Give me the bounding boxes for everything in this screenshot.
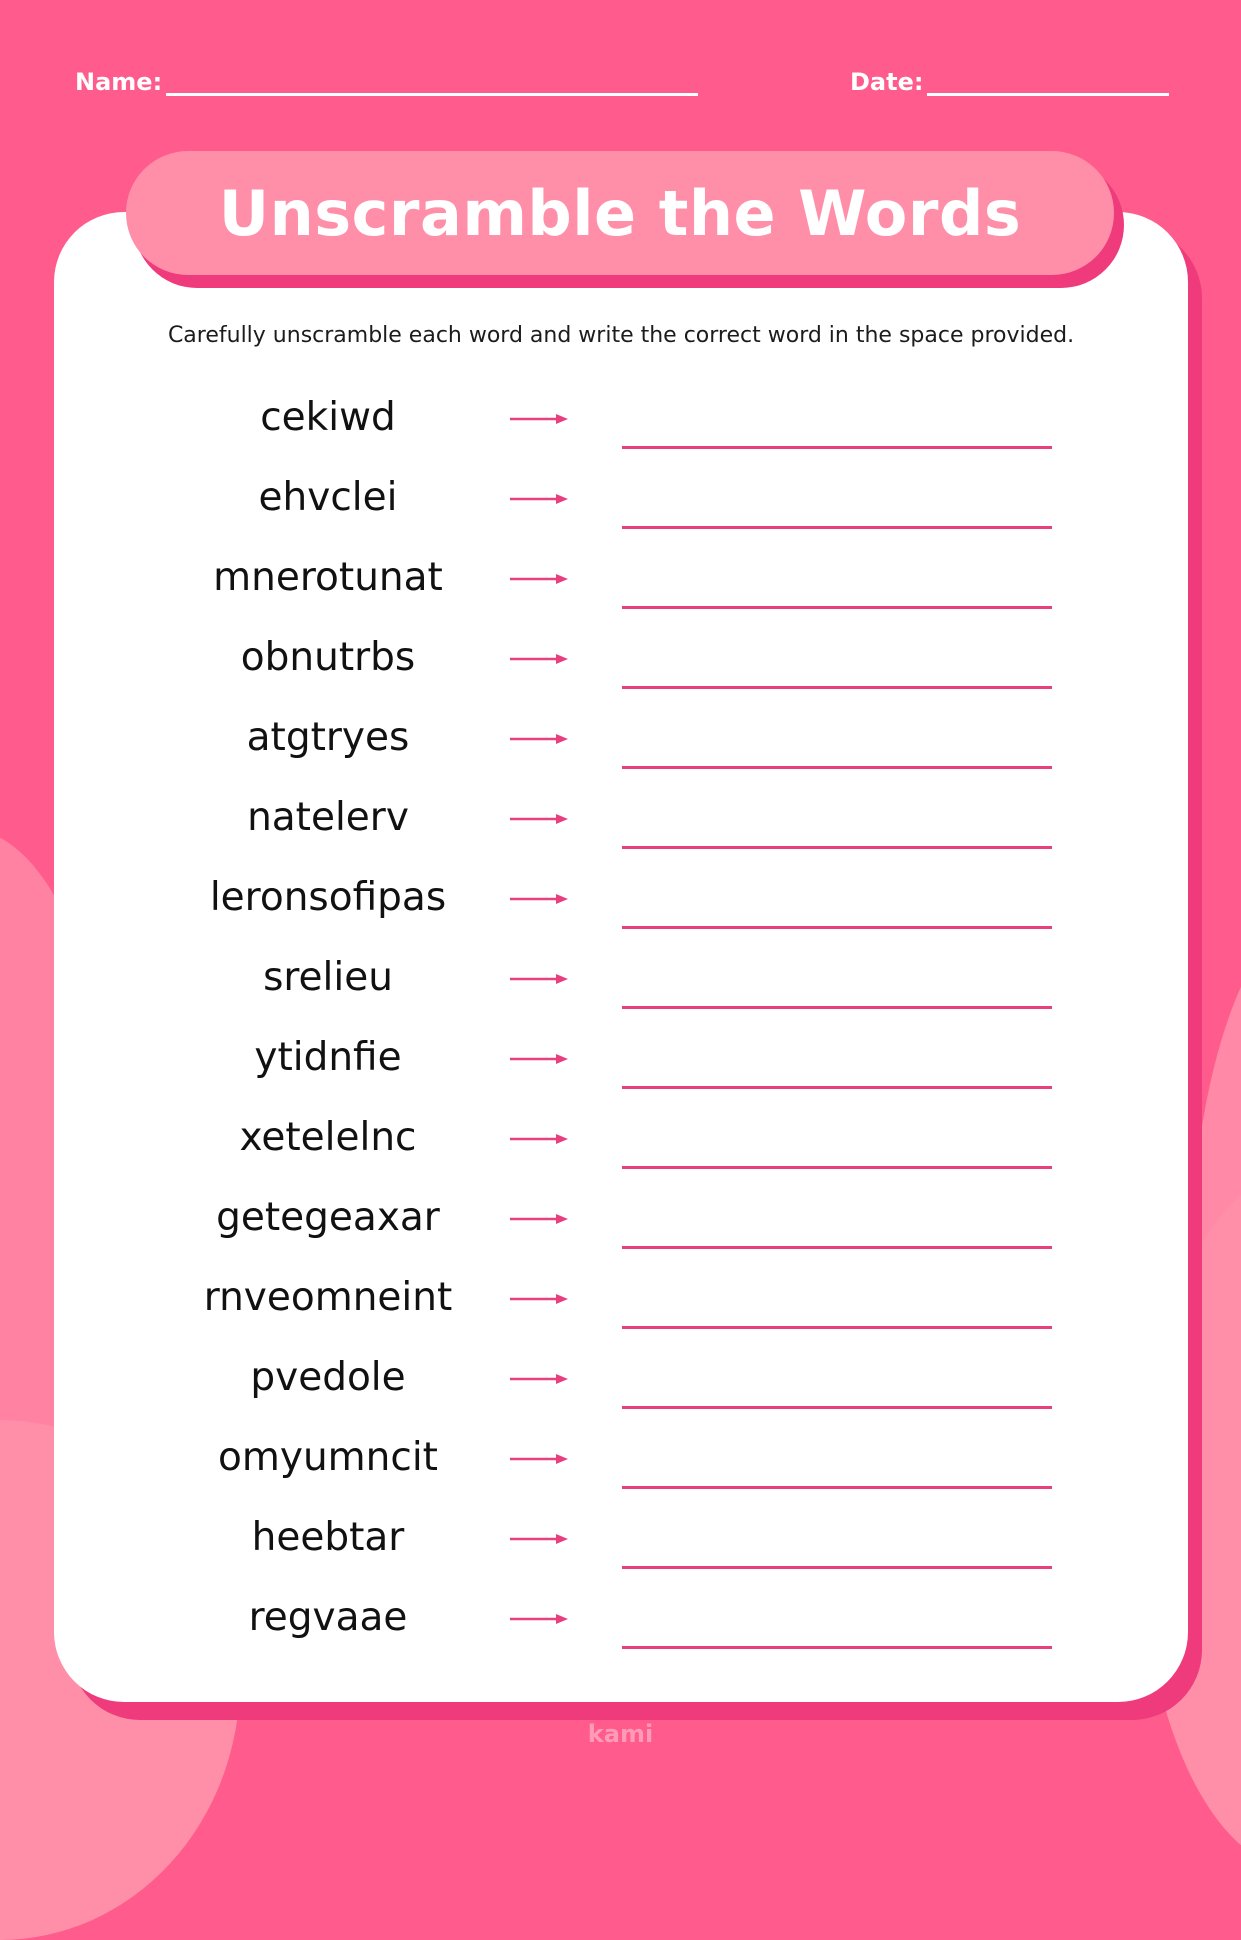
word-row — [0, 553, 1241, 633]
answer-line[interactable] — [622, 1166, 1052, 1169]
word-row — [0, 1113, 1241, 1193]
answer-line[interactable] — [622, 926, 1052, 929]
word-row — [0, 873, 1241, 953]
name-field[interactable] — [75, 68, 698, 96]
date-input-line[interactable] — [927, 71, 1169, 96]
scrambled-word: omyumncit — [218, 1435, 438, 1480]
scrambled-word: regvaae — [248, 1595, 408, 1640]
arrow-right-icon — [510, 653, 568, 665]
arrow-right-icon — [510, 1053, 568, 1065]
word-row — [0, 1033, 1241, 1113]
name-label: Name: — [75, 68, 163, 96]
scrambled-word: atgtryes — [246, 715, 410, 760]
scrambled-word: srelieu — [263, 955, 393, 1000]
word-row — [0, 1273, 1241, 1353]
arrow-right-icon — [510, 813, 568, 825]
answer-line[interactable] — [622, 766, 1052, 769]
scrambled-word: leronsofipas — [209, 875, 447, 920]
answer-line[interactable] — [622, 1086, 1052, 1089]
arrow-right-icon — [510, 1533, 568, 1545]
word-row — [0, 393, 1241, 473]
answer-line[interactable] — [622, 1006, 1052, 1009]
name-input-line[interactable] — [166, 71, 698, 96]
kami-logo: kami — [587, 1720, 654, 1748]
arrow-right-icon — [510, 573, 568, 585]
scrambled-word: pvedole — [250, 1355, 406, 1400]
arrow-right-icon — [510, 1453, 568, 1465]
word-row — [0, 713, 1241, 793]
word-row — [0, 1353, 1241, 1433]
arrow-right-icon — [510, 1613, 568, 1625]
scrambled-word: obnutrbs — [240, 635, 416, 680]
scrambled-word: ehvclei — [258, 475, 398, 520]
scrambled-word: rnveomneint — [203, 1275, 453, 1320]
arrow-right-icon — [510, 413, 568, 425]
word-row — [0, 953, 1241, 1033]
scrambled-word: getegeaxar — [216, 1195, 440, 1240]
arrow-right-icon — [510, 1133, 568, 1145]
word-row — [0, 1513, 1241, 1593]
arrow-right-icon — [510, 493, 568, 505]
arrow-right-icon — [510, 973, 568, 985]
scrambled-word: xetelelnc — [239, 1115, 417, 1160]
arrow-right-icon — [510, 1293, 568, 1305]
instructions-text: Carefully unscramble each word and write the correct word in the space provided. — [167, 323, 1075, 348]
answer-line[interactable] — [622, 446, 1052, 449]
answer-line[interactable] — [622, 526, 1052, 529]
arrow-right-icon — [510, 1213, 568, 1225]
answer-line[interactable] — [622, 1326, 1052, 1329]
word-row — [0, 633, 1241, 713]
scrambled-word: natelerv — [247, 795, 409, 840]
arrow-right-icon — [510, 733, 568, 745]
date-field[interactable] — [850, 68, 1169, 96]
word-row — [0, 473, 1241, 553]
answer-line[interactable] — [622, 606, 1052, 609]
scrambled-word: mnerotunat — [213, 555, 443, 600]
answer-line[interactable] — [622, 1486, 1052, 1489]
word-row — [0, 793, 1241, 873]
answer-line[interactable] — [622, 1406, 1052, 1409]
scrambled-word: heebtar — [251, 1515, 405, 1560]
arrow-right-icon — [510, 1373, 568, 1385]
word-row — [0, 1433, 1241, 1513]
answer-line[interactable] — [622, 1246, 1052, 1249]
word-row — [0, 1593, 1241, 1673]
date-label: Date: — [850, 68, 924, 96]
word-row — [0, 1193, 1241, 1273]
answer-line[interactable] — [622, 1566, 1052, 1569]
scrambled-word: ytidnfie — [254, 1035, 402, 1080]
page-title: Unscramble the Words — [218, 176, 1022, 250]
answer-line[interactable] — [622, 1646, 1052, 1649]
title-banner — [126, 151, 1114, 275]
answer-line[interactable] — [622, 846, 1052, 849]
answer-line[interactable] — [622, 686, 1052, 689]
arrow-right-icon — [510, 893, 568, 905]
scrambled-word: cekiwd — [260, 395, 396, 440]
